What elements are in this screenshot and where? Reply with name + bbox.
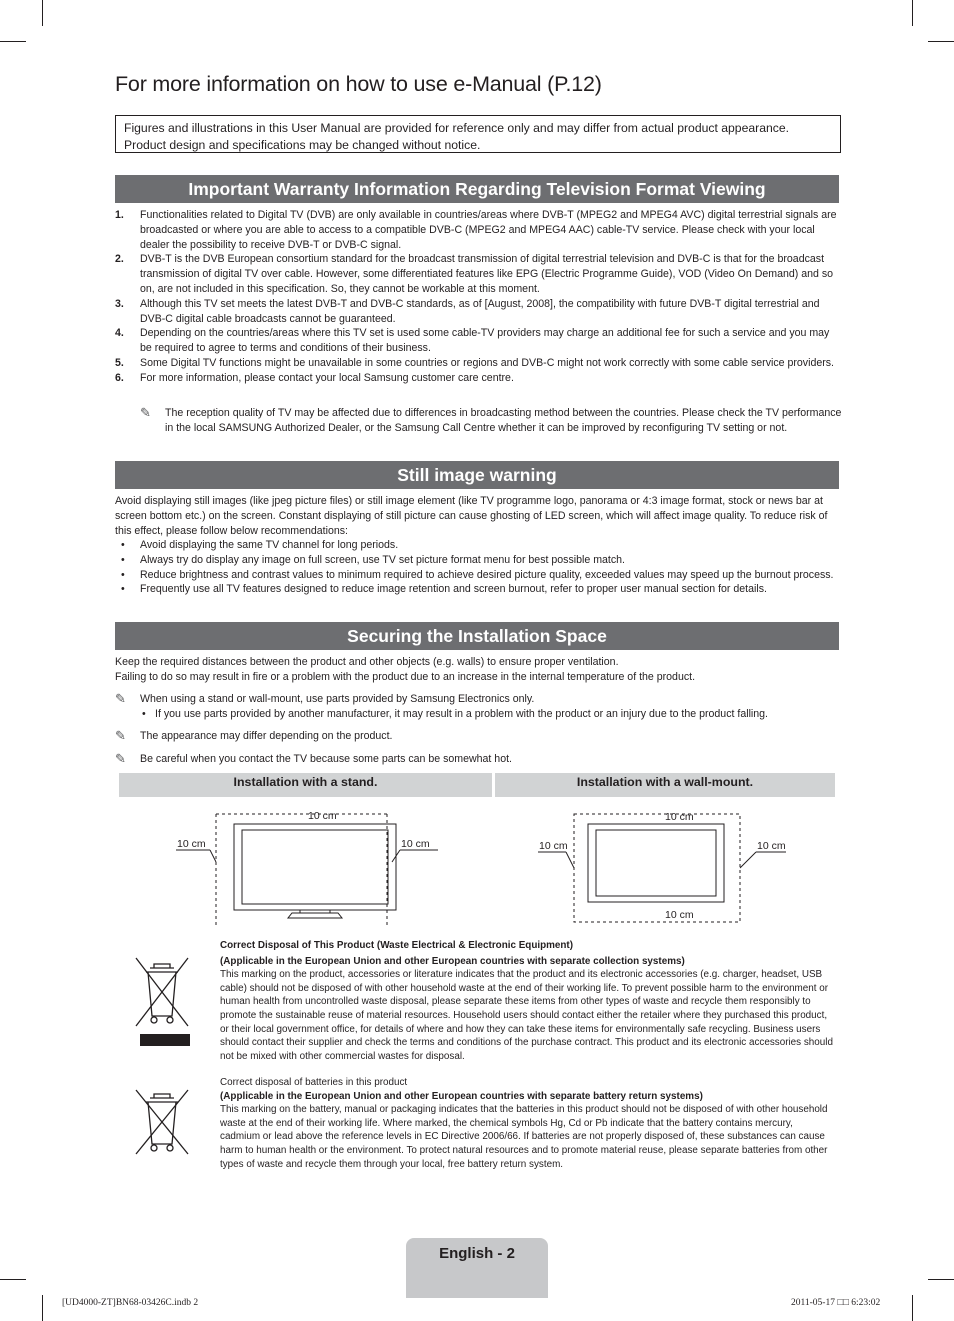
section-heading-still: Still image warning [115,461,839,489]
tv-frame [234,824,396,910]
still-intro: Avoid displaying still images (like jpeg picture files) or still image element (like TV programme logo, panorama or 4:3 image format, stock or news bar at screen bottom etc.) on the screen. Constant displaying of still picture can cause ghosting of LED screen, which will affect image quality. To reduce risk of this effect, please follow below recommendations: [115,495,828,537]
wall-right-label: 10 cm [757,840,786,852]
battery-subtitle: (Applicable in the European Union and other European countries with separate battery return systems) [220,1090,703,1102]
disclaimer-box [115,115,841,153]
crop-mark [928,41,954,42]
disclaimer-line-1: Figures and illustrations in this User Manual are provided for reference only and may differ from actual product appearance. [124,121,790,135]
battery-section [220,1076,835,1171]
wall-left-label: 10 cm [539,840,568,852]
tv-frame [588,824,724,902]
install-note-1: ✎ When using a stand or wall-mount, use parts provided by Samsung Electronics only. [115,691,535,706]
tv-screen [596,830,716,896]
list-item: 5. Some Digital TV functions might be unavailable in some countries or regions and DVB-C might not work correctly with some cable service providers. [115,356,834,369]
tv-screen [242,830,388,904]
section-heading-warranty: Important Warranty Information Regarding Television Format Viewing [115,175,839,203]
pencil-note-icon: ✎ [115,691,126,706]
crop-mark [0,1279,26,1280]
warranty-list [115,208,837,386]
battery-body: This marking on the battery, manual or packaging indicates that the batteries in this product should not be disposed of with other household waste at the end of their working life. Where marked, the chemical symbols Hg, Cd or Pb indicate that the battery contains mercury, cadmium or lead above the reference levels in EC Directive 2006/66. If batteries are not properly disposed of, these substances can cause harm to human health or the environment. To protect natural resources and to promote material reuse, please separate batteries from other types of waste and recycle them through your local, free battery return system. [220,1104,828,1170]
list-item: 6. For more information, please contact your local Samsung customer care centre. [115,371,514,384]
print-file-info: [UD4000-ZT]BN68-03426C.indb 2 [62,1298,199,1308]
stand-top-label: 10 cm [308,810,337,822]
stand-installation-diagram [170,800,460,930]
wall-bottom-label: 10 cm [665,909,694,921]
list-item: 4. Depending on the countries/areas where this TV set is used some cable-TV providers may charge an additional fee for such a service and you may be required to agree to terms and conditions of their business. [115,327,830,355]
bullet-dot: • [142,708,146,720]
stand-right-label: 10 cm [401,838,430,850]
weee-body: This marking on the product, accessories or literature indicates that the product and its electronic accessories (e.g. charger, headset, USB cable) should not be disposed of with other household waste at the end of their working life. To prevent possible harm to the environment or human health from uncontrolled waste disposal, please separate these items from other types of waste and recycle them responsibly to promote the sustainable reuse of material resources. Household users should contact either the retailer where they purchased this product, or their local government office, for details of where and how they can take these items for environmentally safe recycling. Business users should contact their supplier and check the terms and conditions of the purchase contract. This product and its electronic accessories should not be mixed with other commercial wastes for disposal. [220,969,833,1062]
section-heading-install: Securing the Installation Space [115,622,839,650]
pencil-note-icon: ✎ [140,405,151,420]
pencil-note-icon: ✎ [115,751,126,766]
pencil-note-icon: ✎ [115,728,126,743]
page-title: For more information on how to use e-Manual (P.12) [115,72,602,96]
warranty-note: ✎ The reception quality of TV may be affected due to differences in broadcasting method between the countries. Please check the TV performance in the local SAMSUNG Authorized Dealer, or the Samsung Call Centre whether it can be improved by reconfiguring TV setting or not. [140,405,842,434]
page-number: English - 2 [439,1245,515,1262]
print-date-info: 2011-05-17 □□ 6:23:02 [791,1298,881,1308]
disclaimer-line-2: Product design and specifications may be changed without notice. [124,138,481,152]
list-item: 2. DVB-T is the DVB European consortium standard for the broadcast transmission of digital terrestrial television and DVB-C is that for the broadcast transmission of digital TV over cable. However, some differentiated features like EPG (Electric Programme Guide), VOD (Video On Demand) and so on, are not included in this specification. So, they cannot be workable at this moment. [115,253,834,295]
list-item: 3. Although this TV set meets the latest DVB-T and DVB-C standards, as of [August, 2008], the compatibility with future DVB-T digital terrestrial and DVB-C digital cable broadcasts cannot be guaranteed. [115,297,820,325]
list-item: • Always try do display any image on full screen, use TV set picture format menu for best possible match. [115,553,837,568]
page-number-tab [406,1238,548,1298]
weee-bin-icon [130,952,194,1048]
battery-title: Correct disposal of batteries in this product [220,1077,408,1088]
weee-section [220,939,835,1063]
list-item: • Avoid displaying the same TV channel for long periods. [115,538,837,553]
crop-mark [42,1295,43,1321]
list-item: 1. Functionalities related to Digital TV (DVB) are only available in countries/areas where DVB-T (MPEG2 and MPEG4 AVC) digital terrestrial signals are broadcasted or where you are able to access to a compatible DVB-C (MPEG2 and MPEG4 AAC) cable-TV service. Please check with your local dealer the possibility to receive DVB-T or DVB-C signal. [115,209,837,251]
column-header-wall: Installation with a wall-mount. [495,773,835,797]
wall-top-label: 10 cm [665,811,694,823]
crop-mark [928,1279,954,1280]
crop-mark [0,41,26,42]
install-note-2: ✎ The appearance may differ depending on the product. [115,728,393,743]
stand-left-label: 10 cm [177,838,206,850]
list-item: • Frequently use all TV features designed to reduce image retention and screen burnout, refer to proper user manual section for details. [115,582,837,597]
column-header-stand: Installation with a stand. [119,773,492,797]
install-line-1: Keep the required distances between the product and other objects (e.g. walls) to ensure proper ventilation. [115,656,619,668]
install-note-1-bullet: • If you use parts provided by another manufacturer, it may result in a problem with the product or an injury due to the product falling. [142,708,769,720]
list-item: • Reduce brightness and contrast values to minimum required to achieve desired picture quality, exceeded values may speed up the burnout process. [115,568,837,583]
wall-mount-installation-diagram [530,800,800,930]
weee-title: Correct Disposal of This Product (Waste Electrical & Electronic Equipment) [220,940,574,951]
install-line-2: Failing to do so may result in fire or a problem with the product due to an increase in the internal temperature of the product. [115,671,696,683]
crop-mark [912,1295,913,1321]
battery-bin-icon [130,1086,194,1158]
crop-mark [42,0,43,26]
still-bullets [115,538,837,597]
weee-subtitle: (Applicable in the European Union and other European countries with separate collection systems) [220,955,685,967]
crop-mark [912,0,913,26]
install-note-3: ✎ Be careful when you contact the TV because some parts can be somewhat hot. [115,751,512,766]
